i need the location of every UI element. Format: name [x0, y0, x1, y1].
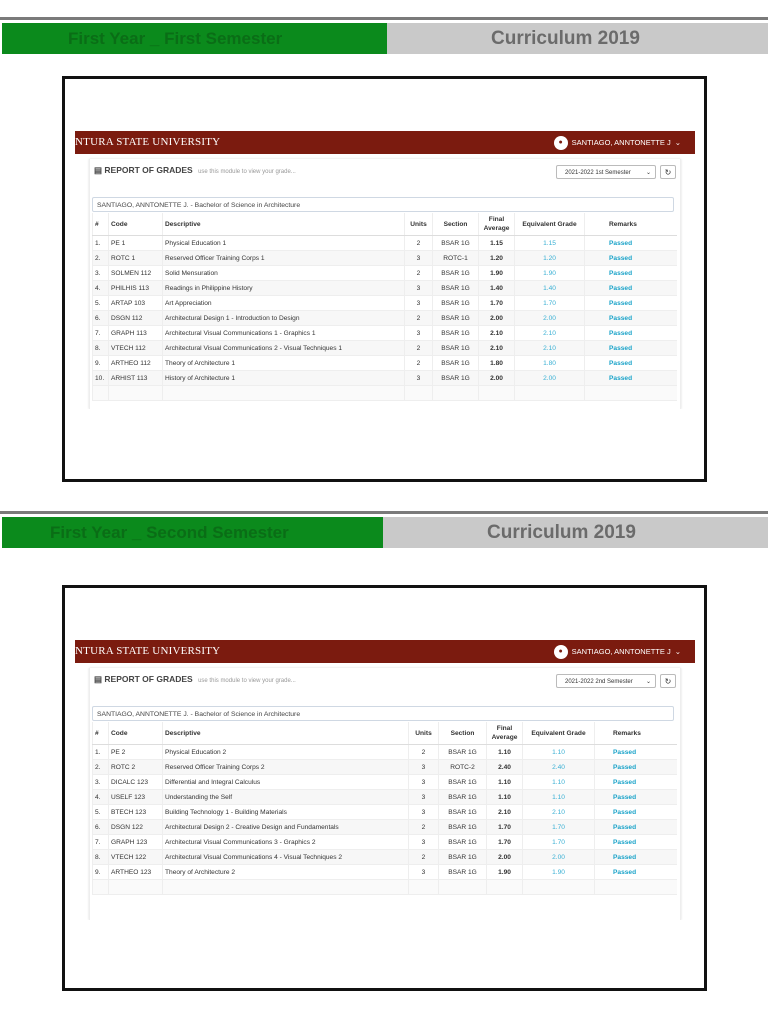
footer-cell	[93, 386, 109, 401]
remarks: Passed	[595, 760, 677, 775]
col-header: Descriptive	[163, 213, 405, 236]
remarks: Passed	[585, 356, 677, 371]
table-row	[93, 820, 677, 835]
table-row	[93, 326, 677, 341]
section-divider	[0, 17, 768, 20]
final-average: 1.70	[479, 296, 515, 311]
units: 2	[409, 820, 439, 835]
footer-cell	[93, 880, 109, 895]
units: 3	[409, 805, 439, 820]
row-number: 1.	[93, 236, 109, 251]
section: BSAR 1G	[433, 311, 479, 326]
col-header: Section	[439, 722, 487, 745]
grades-screenshot	[75, 640, 695, 920]
course-code: PE 1	[109, 236, 163, 251]
chevron-down-icon: ⌄	[645, 170, 651, 176]
remarks: Passed	[595, 805, 677, 820]
units: 2	[405, 341, 433, 356]
table-row	[93, 760, 677, 775]
table-row	[93, 790, 677, 805]
table-icon: ▤	[94, 674, 103, 684]
footer-cell	[163, 386, 405, 401]
refresh-button[interactable]	[660, 674, 676, 688]
footer-cell	[595, 880, 677, 895]
refresh-icon: ↻	[664, 168, 672, 177]
section: BSAR 1G	[439, 850, 487, 865]
report-title	[94, 165, 296, 176]
units: 2	[405, 266, 433, 281]
remarks: Passed	[595, 790, 677, 805]
footer-cell	[433, 386, 479, 401]
row-number: 10.	[93, 371, 109, 386]
course-code: ROTC 1	[109, 251, 163, 266]
grades-table	[92, 213, 677, 401]
report-title-text: REPORT OF GRADES	[104, 674, 193, 684]
screenshot-frame	[62, 76, 707, 482]
equivalent-grade: 1.10	[523, 745, 595, 760]
remarks: Passed	[595, 775, 677, 790]
equivalent-grade: 2.00	[523, 850, 595, 865]
user-menu[interactable]	[554, 640, 681, 663]
equivalent-grade: 1.20	[515, 251, 585, 266]
units: 2	[405, 236, 433, 251]
footer-cell	[163, 880, 409, 895]
final-average: 2.00	[479, 311, 515, 326]
equivalent-grade: 2.10	[523, 805, 595, 820]
section: BSAR 1G	[439, 820, 487, 835]
remarks: Passed	[595, 835, 677, 850]
chevron-down-icon: ⌄	[674, 138, 681, 147]
units: 3	[405, 281, 433, 296]
remarks: Passed	[585, 251, 677, 266]
units: 3	[409, 790, 439, 805]
refresh-button[interactable]	[660, 165, 676, 179]
avatar-icon: ●	[554, 645, 568, 659]
equivalent-grade: 1.70	[515, 296, 585, 311]
course-code: GRAPH 113	[109, 326, 163, 341]
course-code: ROTC 2	[109, 760, 163, 775]
remarks: Passed	[585, 296, 677, 311]
final-average: 1.40	[479, 281, 515, 296]
row-number: 7.	[93, 326, 109, 341]
course-description: Architectural Visual Communications 1 - Graphics 1	[163, 326, 405, 341]
remarks: Passed	[585, 341, 677, 356]
table-row	[93, 805, 677, 820]
remarks: Passed	[595, 820, 677, 835]
units: 3	[405, 371, 433, 386]
grades-table	[92, 722, 677, 895]
table-row	[93, 356, 677, 371]
col-header: Final Average	[487, 722, 523, 745]
semester-select-value: 2021-2022 2nd Semester	[565, 679, 633, 685]
section: BSAR 1G	[439, 805, 487, 820]
course-description: History of Architecture 1	[163, 371, 405, 386]
report-panel	[89, 668, 681, 920]
course-code: DSGN 112	[109, 311, 163, 326]
footer-cell	[585, 386, 677, 401]
equivalent-grade: 1.10	[523, 775, 595, 790]
equivalent-grade: 2.00	[515, 371, 585, 386]
semester-select-value: 2021-2022 1st Semester	[565, 170, 631, 176]
course-code: ARTHEO 123	[109, 865, 163, 880]
report-subtitle: use this module to view your grade...	[198, 169, 296, 175]
col-header: Section	[433, 213, 479, 236]
col-header: Units	[405, 213, 433, 236]
final-average: 1.20	[479, 251, 515, 266]
row-number: 8.	[93, 850, 109, 865]
col-header: Units	[409, 722, 439, 745]
course-description: Architectural Visual Communications 3 - Graphics 2	[163, 835, 409, 850]
curriculum-label: Curriculum 2019	[383, 517, 768, 548]
section: BSAR 1G	[433, 266, 479, 281]
units: 3	[405, 251, 433, 266]
course-code: GRAPH 123	[109, 835, 163, 850]
refresh-icon: ↻	[664, 677, 672, 686]
user-name: SANTIAGO, ANNTONETTE J	[571, 138, 671, 147]
remarks: Passed	[585, 311, 677, 326]
course-code: VTECH 122	[109, 850, 163, 865]
units: 3	[409, 835, 439, 850]
units: 3	[409, 760, 439, 775]
row-number: 3.	[93, 266, 109, 281]
course-description: Architectural Visual Communications 4 - Visual Techniques 2	[163, 850, 409, 865]
user-name: SANTIAGO, ANNTONETTE J	[571, 647, 671, 656]
units: 2	[405, 356, 433, 371]
equivalent-grade: 1.70	[523, 820, 595, 835]
section: BSAR 1G	[439, 835, 487, 850]
table-icon: ▤	[94, 165, 103, 175]
equivalent-grade: 1.90	[523, 865, 595, 880]
table-row	[93, 296, 677, 311]
course-code: DICALC 123	[109, 775, 163, 790]
final-average: 1.10	[487, 745, 523, 760]
remarks: Passed	[585, 266, 677, 281]
course-description: Architectural Visual Communications 2 - Visual Techniques 1	[163, 341, 405, 356]
remarks: Passed	[585, 326, 677, 341]
final-average: 1.90	[479, 266, 515, 281]
grades-screenshot	[75, 131, 695, 409]
remarks: Passed	[595, 745, 677, 760]
screenshot-frame	[62, 585, 707, 991]
equivalent-grade: 2.10	[515, 326, 585, 341]
course-code: USELF 123	[109, 790, 163, 805]
col-header: Descriptive	[163, 722, 409, 745]
course-code: VTECH 112	[109, 341, 163, 356]
row-number: 6.	[93, 311, 109, 326]
semester-select[interactable]	[556, 674, 656, 688]
final-average: 1.10	[487, 775, 523, 790]
equivalent-grade: 2.40	[523, 760, 595, 775]
equivalent-grade: 1.80	[515, 356, 585, 371]
row-number: 8.	[93, 341, 109, 356]
table-row	[93, 266, 677, 281]
section: BSAR 1G	[439, 775, 487, 790]
course-description: Differential and Integral Calculus	[163, 775, 409, 790]
table-row	[93, 865, 677, 880]
col-header: #	[93, 213, 109, 236]
remarks: Passed	[585, 281, 677, 296]
equivalent-grade: 1.70	[523, 835, 595, 850]
row-number: 9.	[93, 865, 109, 880]
course-description: Physical Education 2	[163, 745, 409, 760]
section: BSAR 1G	[433, 341, 479, 356]
final-average: 1.70	[487, 820, 523, 835]
remarks: Passed	[585, 371, 677, 386]
table-row	[93, 281, 677, 296]
course-description: Theory of Architecture 2	[163, 865, 409, 880]
units: 3	[409, 775, 439, 790]
section: BSAR 1G	[433, 281, 479, 296]
col-header: Final Average	[479, 213, 515, 236]
final-average: 2.00	[479, 371, 515, 386]
course-code: PHILHIS 113	[109, 281, 163, 296]
course-code: ARHIST 113	[109, 371, 163, 386]
footer-cell	[515, 386, 585, 401]
table-row	[93, 775, 677, 790]
table-header-row	[93, 213, 677, 236]
footer-cell	[439, 880, 487, 895]
final-average: 2.10	[487, 805, 523, 820]
course-code: ARTHEO 112	[109, 356, 163, 371]
course-description: Physical Education 1	[163, 236, 405, 251]
course-code: BTECH 123	[109, 805, 163, 820]
report-subtitle: use this module to view your grade...	[198, 678, 296, 684]
course-description: Reserved Officer Training Corps 1	[163, 251, 405, 266]
table-row	[93, 745, 677, 760]
row-number: 3.	[93, 775, 109, 790]
remarks: Passed	[595, 850, 677, 865]
section: ROTC-1	[433, 251, 479, 266]
footer-cell	[409, 880, 439, 895]
final-average: 2.40	[487, 760, 523, 775]
course-description: Art Appreciation	[163, 296, 405, 311]
units: 3	[405, 326, 433, 341]
report-title	[94, 674, 296, 685]
row-number: 4.	[93, 281, 109, 296]
final-average: 1.80	[479, 356, 515, 371]
units: 3	[409, 865, 439, 880]
col-header: #	[93, 722, 109, 745]
units: 2	[405, 311, 433, 326]
table-footer-row	[93, 386, 677, 401]
course-description: Theory of Architecture 1	[163, 356, 405, 371]
section: BSAR 1G	[433, 356, 479, 371]
chevron-down-icon: ⌄	[645, 679, 651, 685]
user-menu[interactable]	[554, 131, 681, 154]
course-code: DSGN 122	[109, 820, 163, 835]
final-average: 1.90	[487, 865, 523, 880]
row-number: 6.	[93, 820, 109, 835]
row-number: 5.	[93, 805, 109, 820]
table-row	[93, 371, 677, 386]
equivalent-grade: 1.90	[515, 266, 585, 281]
course-description: Readings in Philippine History	[163, 281, 405, 296]
row-number: 2.	[93, 760, 109, 775]
semester-header: First Year _ First Semester	[2, 23, 387, 54]
footer-cell	[479, 386, 515, 401]
course-description: Building Technology 1 - Building Materials	[163, 805, 409, 820]
table-header-row	[93, 722, 677, 745]
section: BSAR 1G	[433, 326, 479, 341]
row-number: 5.	[93, 296, 109, 311]
table-row	[93, 835, 677, 850]
units: 2	[409, 745, 439, 760]
course-code: ARTAP 103	[109, 296, 163, 311]
student-info: SANTIAGO, ANNTONETTE J. - Bachelor of Science in Architecture	[92, 706, 674, 721]
equivalent-grade: 2.00	[515, 311, 585, 326]
col-header: Equivalent Grade	[515, 213, 585, 236]
final-average: 1.10	[487, 790, 523, 805]
course-description: Understanding the Self	[163, 790, 409, 805]
course-description: Reserved Officer Training Corps 2	[163, 760, 409, 775]
section: BSAR 1G	[433, 371, 479, 386]
final-average: 2.10	[479, 341, 515, 356]
final-average: 2.00	[487, 850, 523, 865]
table-row	[93, 850, 677, 865]
final-average: 1.15	[479, 236, 515, 251]
top-navbar	[75, 640, 695, 663]
final-average: 2.10	[479, 326, 515, 341]
university-brand: NTURA STATE UNIVERSITY	[75, 136, 221, 148]
course-code: PE 2	[109, 745, 163, 760]
semester-header: First Year _ Second Semester	[2, 517, 383, 548]
footer-cell	[405, 386, 433, 401]
col-header: Code	[109, 722, 163, 745]
section: BSAR 1G	[439, 745, 487, 760]
report-panel	[89, 159, 681, 409]
chevron-down-icon: ⌄	[674, 647, 681, 656]
remarks: Passed	[595, 865, 677, 880]
section-divider	[0, 511, 768, 514]
equivalent-grade: 1.40	[515, 281, 585, 296]
university-brand: NTURA STATE UNIVERSITY	[75, 645, 221, 657]
section: BSAR 1G	[433, 296, 479, 311]
units: 3	[405, 296, 433, 311]
course-description: Solid Mensuration	[163, 266, 405, 281]
col-header: Equivalent Grade	[523, 722, 595, 745]
semester-select[interactable]	[556, 165, 656, 179]
footer-cell	[487, 880, 523, 895]
table-row	[93, 341, 677, 356]
remarks: Passed	[585, 236, 677, 251]
row-number: 2.	[93, 251, 109, 266]
row-number: 7.	[93, 835, 109, 850]
equivalent-grade: 2.10	[515, 341, 585, 356]
course-description: Architectural Design 2 - Creative Design and Fundamentals	[163, 820, 409, 835]
footer-cell	[109, 386, 163, 401]
section: BSAR 1G	[433, 236, 479, 251]
curriculum-label: Curriculum 2019	[387, 23, 768, 54]
table-row	[93, 251, 677, 266]
footer-cell	[523, 880, 595, 895]
row-number: 4.	[93, 790, 109, 805]
equivalent-grade: 1.15	[515, 236, 585, 251]
col-header: Remarks	[595, 722, 677, 745]
footer-cell	[109, 880, 163, 895]
equivalent-grade: 1.10	[523, 790, 595, 805]
row-number: 1.	[93, 745, 109, 760]
course-code: SOLMEN 112	[109, 266, 163, 281]
avatar-icon: ●	[554, 136, 568, 150]
row-number: 9.	[93, 356, 109, 371]
final-average: 1.70	[487, 835, 523, 850]
top-navbar	[75, 131, 695, 154]
table-row	[93, 236, 677, 251]
units: 2	[409, 850, 439, 865]
section: ROTC-2	[439, 760, 487, 775]
col-header: Code	[109, 213, 163, 236]
col-header: Remarks	[585, 213, 677, 236]
table-row	[93, 311, 677, 326]
section: BSAR 1G	[439, 790, 487, 805]
report-title-text: REPORT OF GRADES	[104, 165, 193, 175]
table-footer-row	[93, 880, 677, 895]
course-description: Architectural Design 1 - Introduction to Design	[163, 311, 405, 326]
section: BSAR 1G	[439, 865, 487, 880]
student-info: SANTIAGO, ANNTONETTE J. - Bachelor of Science in Architecture	[92, 197, 674, 212]
